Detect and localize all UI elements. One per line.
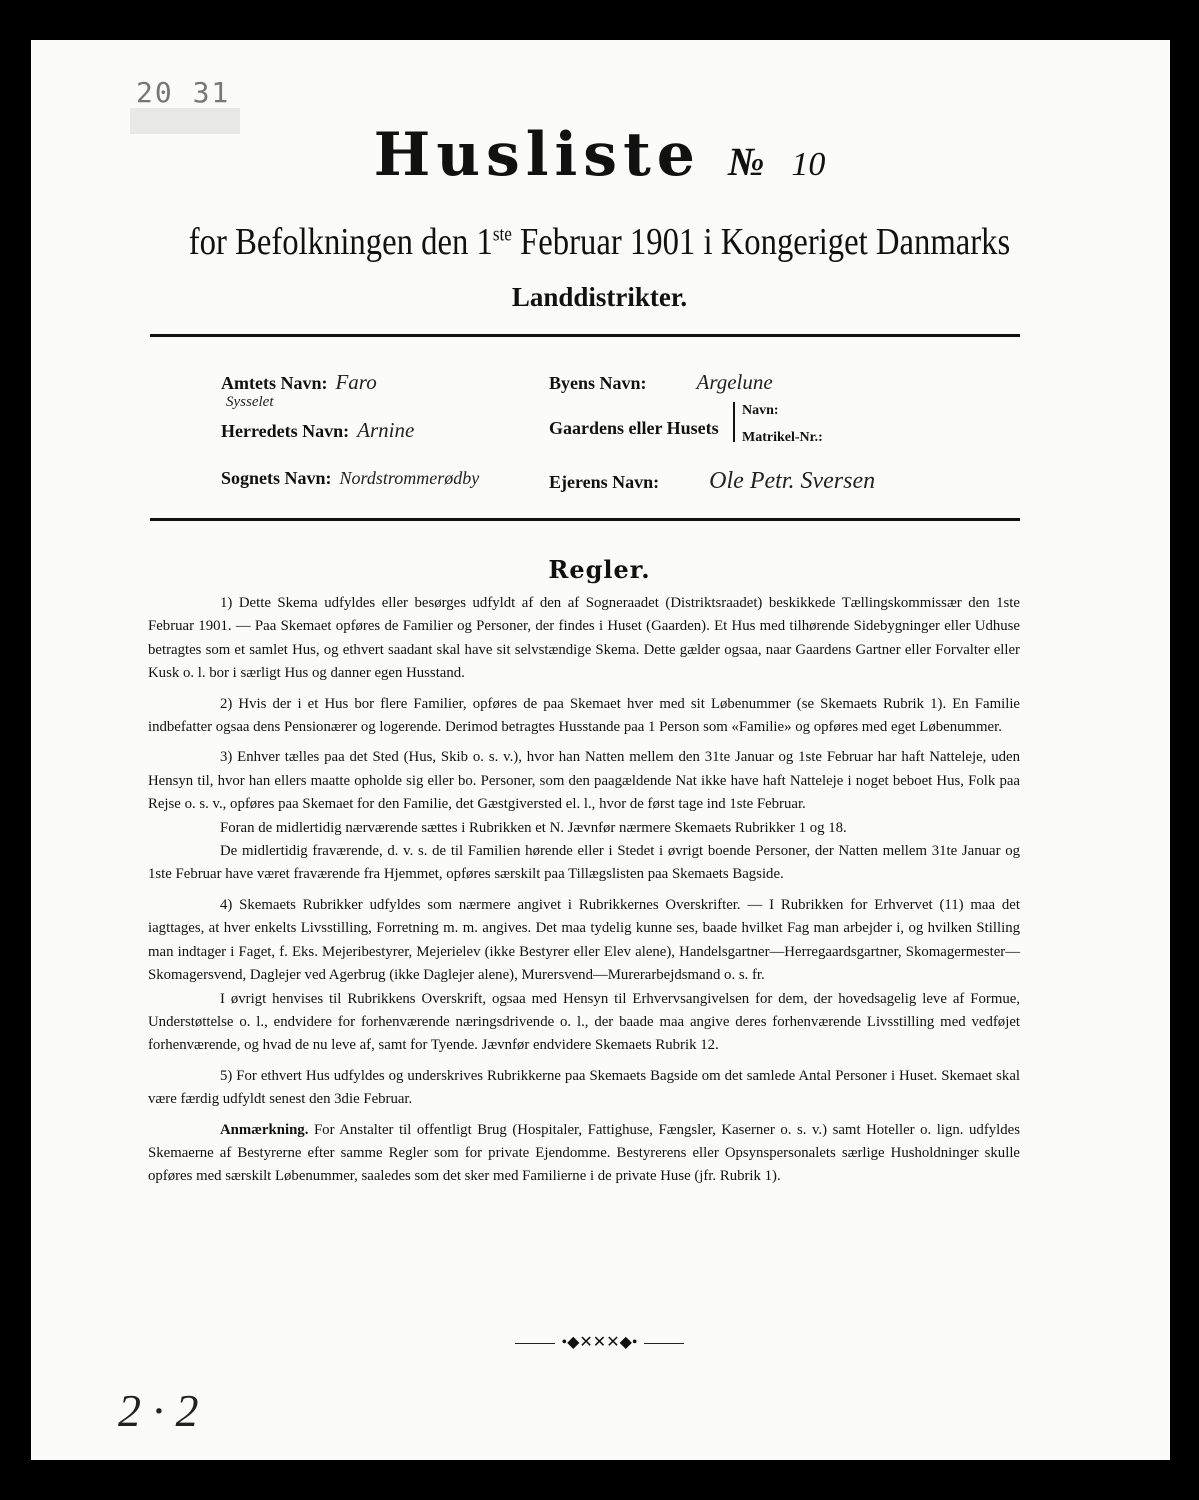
byens-value: Argelune <box>696 370 773 394</box>
sogn-label: Sognets Navn: <box>221 468 332 488</box>
rule-3c: De midlertidig fraværende, d. v. s. de til Familien hørende eller i Stedet i øvrigt boende Personer, der Natten mellem 31te Januar og 1ste Februar have været fraværende fra Hjemmet, opføres særskilt paa Tillægslisten paa Skemaets Bagside. <box>148 843 1020 883</box>
brace <box>733 402 735 442</box>
amt-value: Faro <box>335 370 377 394</box>
archive-stamp: 20 31 <box>136 76 231 109</box>
rule-3: 3) Enhver tælles paa det Sted (Hus, Skib o. s. v.), hvor han Natten mellem den 31te Januar og 1ste Februar har haft Natteleje, uden Hensyn til, hvor han ellers maatte opholde sig eller bo. Personer, som den paagældende Nat ikke have haft Natteleje i noget beboet Hus, Folk paa Rejse o. s. v., opføres paa Skemaet for den Familie, det Gæstgiversted el. l., hvor de først tage ind 1ste Februar. <box>148 749 1020 813</box>
amt-field <box>221 370 377 395</box>
herred-field <box>221 418 414 443</box>
matrikel-label: Matrikel-Nr.: <box>742 430 823 445</box>
top-divider <box>150 334 1020 337</box>
sogn-value: Nordstrommerødby <box>339 468 480 488</box>
ornament <box>0 1332 1199 1352</box>
ornament-line-right <box>644 1343 684 1344</box>
page-title <box>0 120 1199 190</box>
bottom-divider <box>150 518 1020 521</box>
rules-heading: Regler. <box>548 555 651 584</box>
ornament-line-left <box>515 1343 555 1344</box>
rule-2: 2) Hvis der i et Hus bor flere Familier, opføres de paa Skemaet hver med sit Løbenummer (se Skemaets Rubrik 1). En Familie indbefatter ogsaa dens Pensionærer og logerende. Derimod betragtes Husstande paa 1 Person som «Familie» og opføres med eget Løbenummer. <box>148 695 1020 736</box>
herred-label: Herredets Navn: <box>221 421 350 441</box>
subtitle <box>84 220 1115 264</box>
herred-value: Arnine <box>357 418 415 442</box>
rule-5: 5) For ethvert Hus udfyldes og underskrives Rubrikkerne paa Skemaets Bagside om det samlede Antal Personer i Huset. Skemaet skal være færdig udfyldt senest den 3die Februar. <box>148 1067 1020 1108</box>
number-label: № <box>727 139 765 184</box>
note <box>148 1119 1020 1189</box>
gaard-label: Gaardens eller Husets <box>549 418 719 438</box>
ejer-field <box>549 468 875 495</box>
ejer-value: Ole Petr. Sversen <box>709 468 876 494</box>
gaard-field <box>549 418 719 439</box>
rule-3b: Foran de midlertidig nærværende sættes i Rubrikken et N. Jævnfør nærmere Skemaets Rubrikker 1 og 18. <box>220 819 847 836</box>
rule-4b: I øvrigt henvises til Rubrikkens Overskrift, ogsaa med Hensyn til Erhvervsangivelsen for dem, der hovedsagelig leve af Formue, Understøttelse o. l., endvidere for forhenværende næringsdrivende o. l., der baade maa angive deres forhenværende Livsstilling med vedføjet forhenværende, og hvad de nu leve af, samt for Tyende. Jævnfør endvidere Skemaets Rubrik 12. <box>148 990 1020 1054</box>
amt-label: Amtets Navn: <box>221 373 328 393</box>
rule-1: 1) Dette Skema udfyldes eller besørges udfyldt af den af Sogneraadet (Distriktsraadet) beskikkede Tællingskommissær den 1ste Februar 1901. — Paa Skemaet opføres de Familier og Personer, der findes i Huset (Gaarden). Et Hus med tilhørende Sidebygninger eller Udhuse betragtes som et samlet Hus, og ethvert saadant skal have sit selvstændige Skema. Dette gælder ogsaa, naar Gaardens Gartner eller Forvalter eller Kusk o. l. bor i særligt Hus og danner egen Husstand. <box>148 595 1020 682</box>
rules-text <box>148 592 1020 1196</box>
pencil-note: 2 · 2 <box>118 1385 199 1436</box>
byens-label: Byens Navn: <box>549 373 647 393</box>
navn-label: Navn: <box>742 403 779 418</box>
title-text: Husliste <box>373 120 701 190</box>
region-heading: Landdistrikter. <box>511 282 688 312</box>
subtitle-pre: for Befolkningen den 1 <box>188 221 493 263</box>
byens-field <box>549 370 773 395</box>
ejer-label: Ejerens Navn: <box>549 472 660 492</box>
subtitle-post: Februar 1901 i Kongeriget Danmarks <box>511 221 1011 263</box>
note-label: Anmærkning. <box>220 1121 309 1138</box>
sogn-field <box>221 468 479 489</box>
sysselet-note: Sysselet <box>226 394 274 410</box>
note-text: For Anstalter til offentligt Brug (Hospitaler, Fattighuse, Fængsler, Kaserner o. s. v.) samt Hoteller o. lign. udfyldes Skemaerne af Bestyrerne efter samme Regler som for private Ejendomme. Bestyrerens eller Opsynspersonalets særlige Husholdninger skulle opføres med særskilt Løbenummer, saaledes som det sker med Familierne i de private Huse (jfr. Rubrik 1). <box>148 1121 1020 1185</box>
subtitle-sup: ste <box>492 223 512 246</box>
rule-4: 4) Skemaets Rubrikker udfyldes som nærmere angivet i Rubrikkernes Overskrifter. — I Rubrikken for Erhvervet (11) maa det iagttages, at hver enkelts Livsstilling, Forretning m. m. angives. Det maa tydelig kunne ses, baade hvilket Fag man arbejder i, og hvilken Stilling man indtager i Faget, f. Eks. Mejeribestyrer, Mejerielev (ikke Bestyrer eller Elev alene), Handelsgartner—Herregaardsgartner, Skomagermester—Skomagersvend, Daglejer ved Agerbrug (ikke Daglejer alene), Murersvend—Murerarbejdsmand o. s. fr. <box>148 896 1020 984</box>
list-number: 10 <box>791 146 826 183</box>
ornament-mark: •◆✕✕✕◆• <box>561 1334 638 1351</box>
